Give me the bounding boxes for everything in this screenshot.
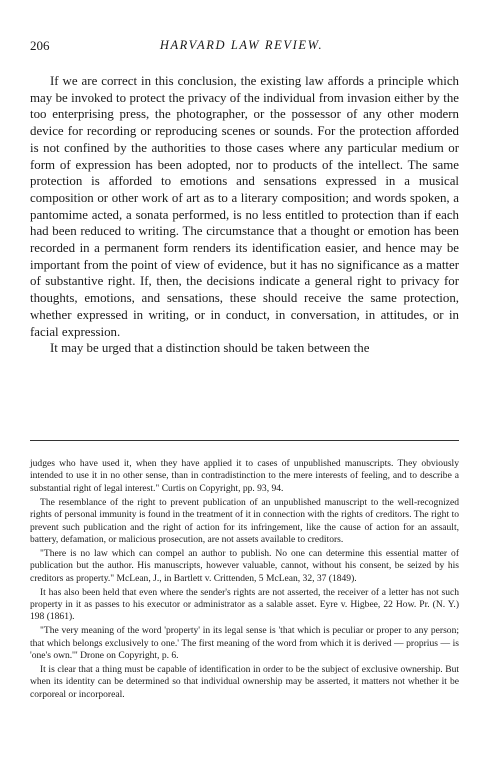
body-paragraph: It may be urged that a distinction should be taken between the (50, 341, 370, 356)
body-text (30, 73, 459, 357)
footnote-paragraph: The resemblance of the right to prevent publication of an unpublished manuscript to the well-recognized rights of personal immunity is found in the treatment of it in connection with the rights of creditors. The right to prevent such publication and the right of action for its infringement, like the cause of action for an assault, battery, defamation, or malicious prosecution, are not assets available to creditors. (30, 496, 459, 545)
footnote-paragraph: judges who have used it, when they have applied it to cases of unpublished manuscripts. They obviously intended to use it in no other sense, than in contradistinction to the mere interests of feeling, and to describe a substantial right of legal interest." Curtis on Copyright, pp. 93, 94. (30, 458, 459, 494)
body-paragraph: If we are correct in this conclusion, the existing law affords a principle which may be invoked to protect the privacy of the individual from invasion either by the too enterprising press, the photographer, or the possessor of any other modern device for recording or reproducing scenes or sounds. For the protection afforded is not confined by the authorities to those cases where any particular medium or form of expression has been adopted, nor to products of the intellect. The same protection is afforded to emotions and sensations expressed in a musical composition or other work of art as to a literary composition; and words spoken, a pantomime acted, a sonata performed, is no less entitled to protection than if each had been reduced to writing. The circumstance that a thought or emotion has been recorded in a permanent form renders its identification easier, and hence may be important from the point of view of evidence, but it has no significance as a matter of substantive right. If, then, the decisions indicate a general right to privacy for thoughts, emotions, and sensations, these should receive the same protection, whether expressed in writing, or in conduct, in conversation, in attitudes, or in facial expression. (30, 74, 459, 339)
footnotes (30, 458, 459, 703)
footnote-paragraph: It is clear that a thing must be capable of identification in order to be the subject of exclusive ownership. But when its identity can be determined so that individual ownership may be asserted, it matters not whether it be corporeal or incorporeal. (30, 664, 459, 700)
running-head: HARVARD LAW REVIEW. (159, 38, 324, 52)
footnote-paragraph: "The very meaning of the word 'property' in its legal sense is 'that which is peculiar or proper to any person; that which belongs exclusively to one.' The first meaning of the word from which it is derived — proprius — is 'one's own.'" Drone on Copyright, p. 6. (30, 625, 459, 662)
footnote-paragraph: "There is no law which can compel an author to publish. No one can determine this essential matter of publication but the author. His manuscripts, however valuable, cannot, without his consent, be seized by his creditors as property." McLean, J., in Bartlett v. Crittenden, 5 McLean, 32, 37 (1849). (30, 547, 459, 584)
footnote-divider (30, 440, 459, 441)
page-number: 206 (30, 38, 50, 53)
page-header (30, 38, 453, 56)
footnote-paragraph: It has also been held that even where the sender's rights are not asserted, the receiver of a letter has not such property in it as passes to his executor or administrator as a salable asset. Eyre v. Higbee, 22 How. Pr. (N. Y.) 198 (1861). (30, 586, 459, 623)
